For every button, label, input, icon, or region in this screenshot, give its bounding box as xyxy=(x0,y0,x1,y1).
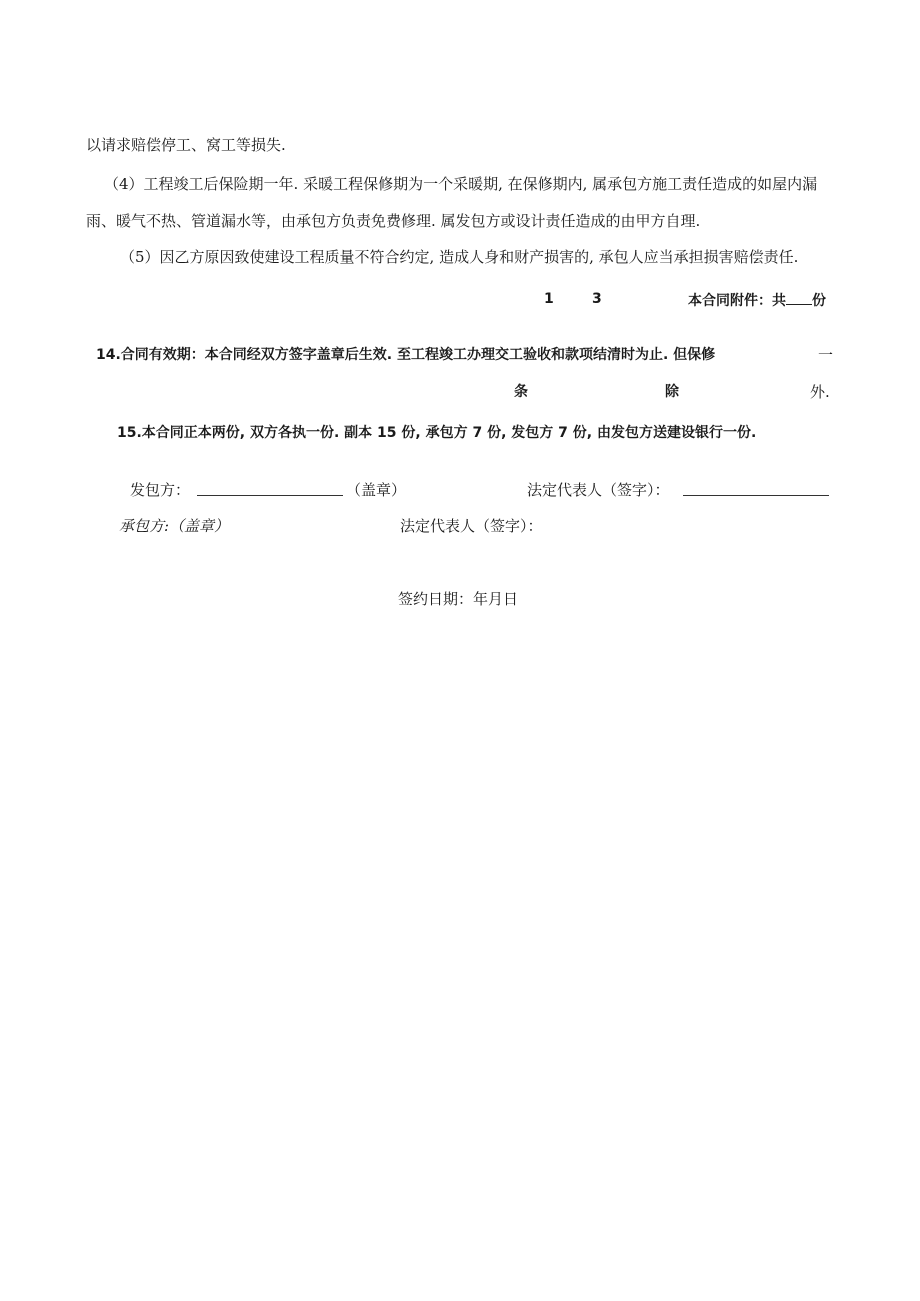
legal-rep-label: 法定代表人（签字）： xyxy=(527,481,670,499)
employer-seal-label: （盖章） xyxy=(346,481,407,499)
employer-label: 发包方： xyxy=(130,481,191,499)
clause-14-word-2: 除 xyxy=(665,384,679,400)
clause-13-attachments xyxy=(688,290,826,310)
clause-14-text: 14.合同有效期：本合同经双方签字盖章后生效. 至工程竣工办理交工验收和款项结清时为止. 但保修 xyxy=(96,347,716,363)
clause-4-line-1: （4）工程竣工后保险期一年. 采暖工程保修期为一个采暖期, 在保修期内, 属承包方施工责任造成的如屋内漏 xyxy=(104,175,818,193)
attachments-label: 本合同附件：共 xyxy=(688,293,786,309)
legal-rep-label-2: 法定代表人（签字）： xyxy=(400,517,543,535)
clause-14-word-1: 条 xyxy=(514,384,528,400)
clause-14-tail: 一 xyxy=(818,346,834,364)
attachments-suffix: 份 xyxy=(812,293,826,309)
legal-rep-signature-line[interactable] xyxy=(683,481,829,496)
attachments-count-blank[interactable] xyxy=(786,290,812,305)
clause-13-number-2: 3 xyxy=(592,291,602,307)
clause-4-line-2: 雨、暖气不热、管道漏水等，由承包方负责免费修理. 属发包方或设计责任造成的由甲方自理. xyxy=(86,212,701,230)
clause-14-word-3: 外. xyxy=(810,383,830,401)
contractor-label: 承包方:（盖章） xyxy=(119,517,230,535)
employer-signature-line[interactable] xyxy=(197,481,343,496)
signing-date: 签约日期：年月日 xyxy=(398,590,519,608)
clause-13-number-1: 1 xyxy=(544,291,554,307)
clause-continuation: 以请求赔偿停工、窝工等损失. xyxy=(86,136,286,154)
clause-15-text: 15.本合同正本两份, 双方各执一份. 副本 15 份, 承包方 7 份, 发包方 7 份, 由发包方送建设银行一份. xyxy=(117,425,757,441)
clause-5: （5）因乙方原因致使建设工程质量不符合约定, 造成人身和财产损害的, 承包人应当承担损害赔偿责任. xyxy=(120,248,799,266)
